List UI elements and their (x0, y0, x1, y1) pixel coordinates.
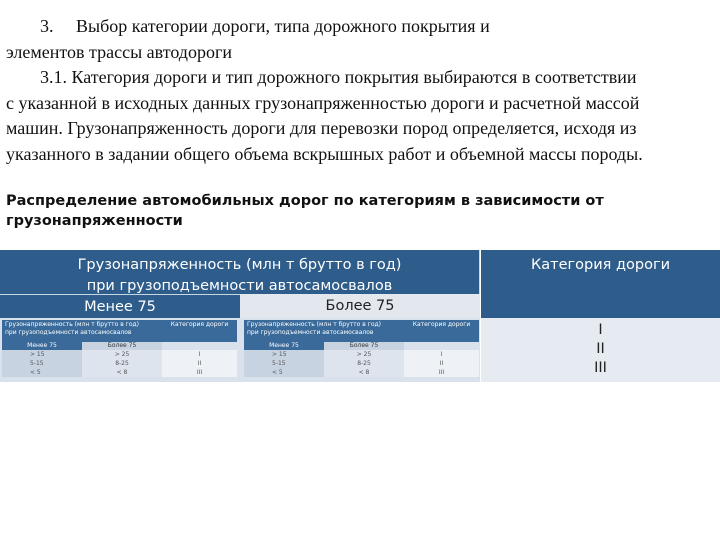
mini-sub-more: Более 75 (324, 342, 404, 350)
header-load-line2: при грузоподъемности автосамосвалов (86, 278, 393, 294)
section-number: 3. (40, 16, 54, 36)
mini-cell: > 25 (324, 350, 404, 359)
mini-sub-less: Менее 75 (2, 342, 82, 350)
mini-header-category: Категория дороги (162, 320, 237, 342)
header-load-line1: Грузонапряженность (млн т брутто в год) (77, 257, 402, 273)
mini-cell: I (162, 350, 237, 359)
mini-header (2, 320, 162, 342)
paragraph-line4: указанного в задании общего объема вскрышных работ и объемной массы породы. (6, 143, 643, 164)
subheader-more-75: Более 75 (240, 294, 480, 318)
mini-cell: < 5 (244, 368, 324, 377)
document-body (6, 14, 716, 167)
mini-header-category: Категория дороги (404, 320, 479, 342)
mini-cell: III (404, 368, 479, 377)
mini-cell: II (162, 359, 237, 368)
category-2: II (596, 341, 605, 357)
mini-cell: 5-15 (244, 359, 324, 368)
mini-header-line1: Грузонапряженность (млн т брутто в год) (247, 321, 381, 328)
mini-sub-less: Менее 75 (244, 342, 324, 350)
category-3: III (594, 360, 607, 376)
embedded-table-image (244, 320, 479, 380)
embedded-table-image (2, 320, 237, 380)
mini-cell: III (162, 368, 237, 377)
road-category-table (0, 250, 720, 382)
category-list (481, 318, 720, 382)
mini-cell: 8-25 (82, 359, 162, 368)
section-heading-line2: элементов трассы автодороги (6, 41, 232, 62)
mini-cell: 5-15 (2, 359, 82, 368)
paragraph-line3: машин. Грузонапряженность дороги для перевозки пород определяется, исходя из (6, 118, 637, 138)
mini-header-line1: Грузонапряженность (млн т брутто в год) (5, 321, 139, 328)
subheader-less-75: Менее 75 (0, 294, 240, 318)
mini-cell: I (404, 350, 479, 359)
category-1: I (598, 322, 603, 338)
mini-header-line2: при грузоподъемности автосамосвалов (247, 329, 374, 336)
mini-header (244, 320, 404, 342)
mini-cell: > 15 (2, 350, 82, 359)
section-heading (6, 14, 716, 40)
mini-cell: II (404, 359, 479, 368)
mini-cell: > 25 (82, 350, 162, 359)
table-caption: Распределение автомобильных дорог по категориям в зависимости от грузонапряженности (6, 193, 604, 229)
mini-cell: 8-25 (324, 359, 404, 368)
mini-cell: > 15 (244, 350, 324, 359)
paragraph-line1: 3.1. Категория дороги и тип дорожного покрытия выбираются в соответствии (40, 67, 637, 87)
mini-cell: < 8 (82, 368, 162, 377)
mini-cell: < 5 (2, 368, 82, 377)
paragraph-line2: с указанной в исходных данных грузонапряженностью дороги и расчетной массой (6, 92, 640, 113)
section-heading-line1: Выбор категории дороги, типа дорожного покрытия и (76, 16, 490, 36)
header-load-capacity (0, 250, 480, 294)
header-road-category: Категория дороги (481, 250, 720, 318)
mini-sub-more: Более 75 (82, 342, 162, 350)
mini-cell: < 8 (324, 368, 404, 377)
mini-header-line2: при грузоподъемности автосамосвалов (5, 329, 132, 336)
